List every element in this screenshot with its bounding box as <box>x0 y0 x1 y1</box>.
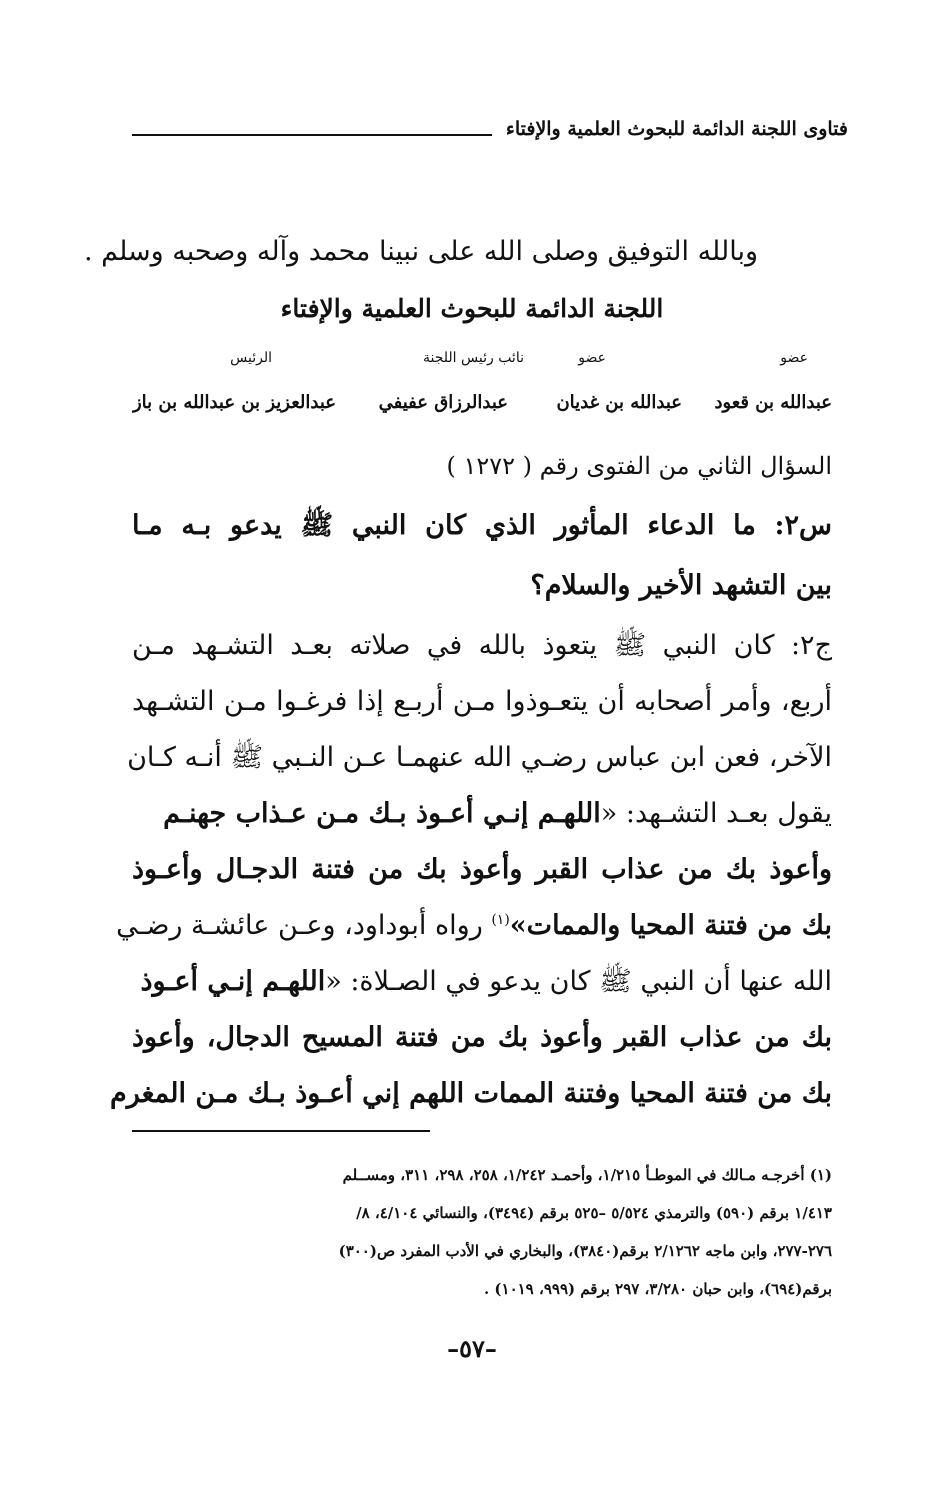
footnote-line: (١) أخرجـه مـالك في الموطـأ ١/٢١٥، وأحمـد ١/٢٤٢، ٢٥٨، ٢٩٨، ٣١١، ومســلم <box>342 1166 832 1184</box>
hadith-quote: اللهـم إنـي أعـوذ بـك مـن عـذاب جهنـم <box>163 798 601 829</box>
hadith-quote: بك من فتنة المحيا والممات» <box>509 910 832 941</box>
answer-line: الآخر، فعن ابن عباس رضـي الله عنهمـا عـن النـبي ﷺ أنـه كـان <box>127 742 832 773</box>
answer-line: أربع، وأمر أصحابه أن يتعـوذوا مـن أربـع إذا فرغـوا مـن التشـهد <box>132 686 832 717</box>
answer-line <box>132 966 832 998</box>
committee-name: اللجنة الدائمة للبحوث العلمية والإفتاء <box>280 294 664 323</box>
page-number: –٥٧– <box>447 1334 497 1363</box>
hadith-quote: بك من عذاب القبر وأعوذ بك من فتنة المسيح الدجال، وأعوذ <box>132 1022 832 1053</box>
running-header <box>132 112 848 152</box>
member-name: عبدالعزيز بن عبدالله بن باز <box>132 392 336 413</box>
hadith-quote: بك من فتنة المحيا وفتنة الممات اللهم إني أعـوذ بـك مـن المغرم <box>110 1078 832 1109</box>
member-role: الرئيس <box>230 350 272 366</box>
answer-text: رواه أبوداود، وعـن عائشـة رضـي <box>116 910 492 941</box>
question-line: بين التشهد الأخير والسلام؟ <box>530 570 832 601</box>
footnote-line: برقم(٦٩٤)، وابن حبان ٣/٢٨٠، ٢٩٧ برقم (٩٩٩، ١٠١٩) . <box>483 1280 832 1298</box>
footnote-marker: (١) <box>491 912 510 928</box>
member-role: عضو <box>780 350 808 366</box>
header-rule <box>132 134 492 136</box>
answer-line <box>116 910 832 942</box>
footnote-line: ١/٤١٣ برقم (٥٩٠) والترمذي ٥/٥٢٤ –٥٢٥ برقم (٣٤٩٤)، والنسائي ٤/١٠٤، ٨/ <box>356 1204 832 1222</box>
member-role: عضو <box>578 350 606 366</box>
member-name: عبدالله بن قعود <box>714 392 832 413</box>
question-line: س٢: ما الدعاء المأثور الذي كان النبي ﷺ يدعو بـه مـا <box>132 510 832 541</box>
footnote-line: ٢٧٦-٢٧٧، وابن ماجه ٢/١٢٦٢ برقم(٣٨٤٠)، والبخاري في الأدب المفرد ص(٣٠٠) <box>338 1242 832 1260</box>
question-heading: السؤال الثاني من الفتوى رقم ( ١٢٧٢ ) <box>446 452 832 480</box>
hadith-quote: اللهـم إنـي أعـوذ <box>140 966 326 997</box>
answer-text: يقول بعـد التشـهد: « <box>600 798 832 829</box>
hadith-quote: وأعوذ بك من عذاب القبر وأعوذ بك من فتنة الدجـال وأعـوذ <box>132 854 832 885</box>
member-role: نائب رئيس اللجنة <box>423 350 524 366</box>
closing-line: وبالله التوفيق وصلى الله على نبينا محمد وآله وصحبه وسلم . <box>83 236 758 267</box>
answer-line: ج٢: كان النبي ﷺ يتعوذ بالله في صلاته بعـد التشـهد مـن <box>132 630 832 661</box>
answer-line <box>132 798 832 830</box>
member-name: عبدالرزاق عفيفي <box>378 392 508 413</box>
running-title: فتاوى اللجنة الدائمة للبحوث العلمية والإفتاء <box>505 118 848 140</box>
answer-text: الله عنها أن النبي ﷺ كان يدعو في الصـلاة: « <box>325 966 832 997</box>
member-name: عبدالله بن غديان <box>556 392 682 413</box>
footnote-rule <box>132 1130 430 1132</box>
